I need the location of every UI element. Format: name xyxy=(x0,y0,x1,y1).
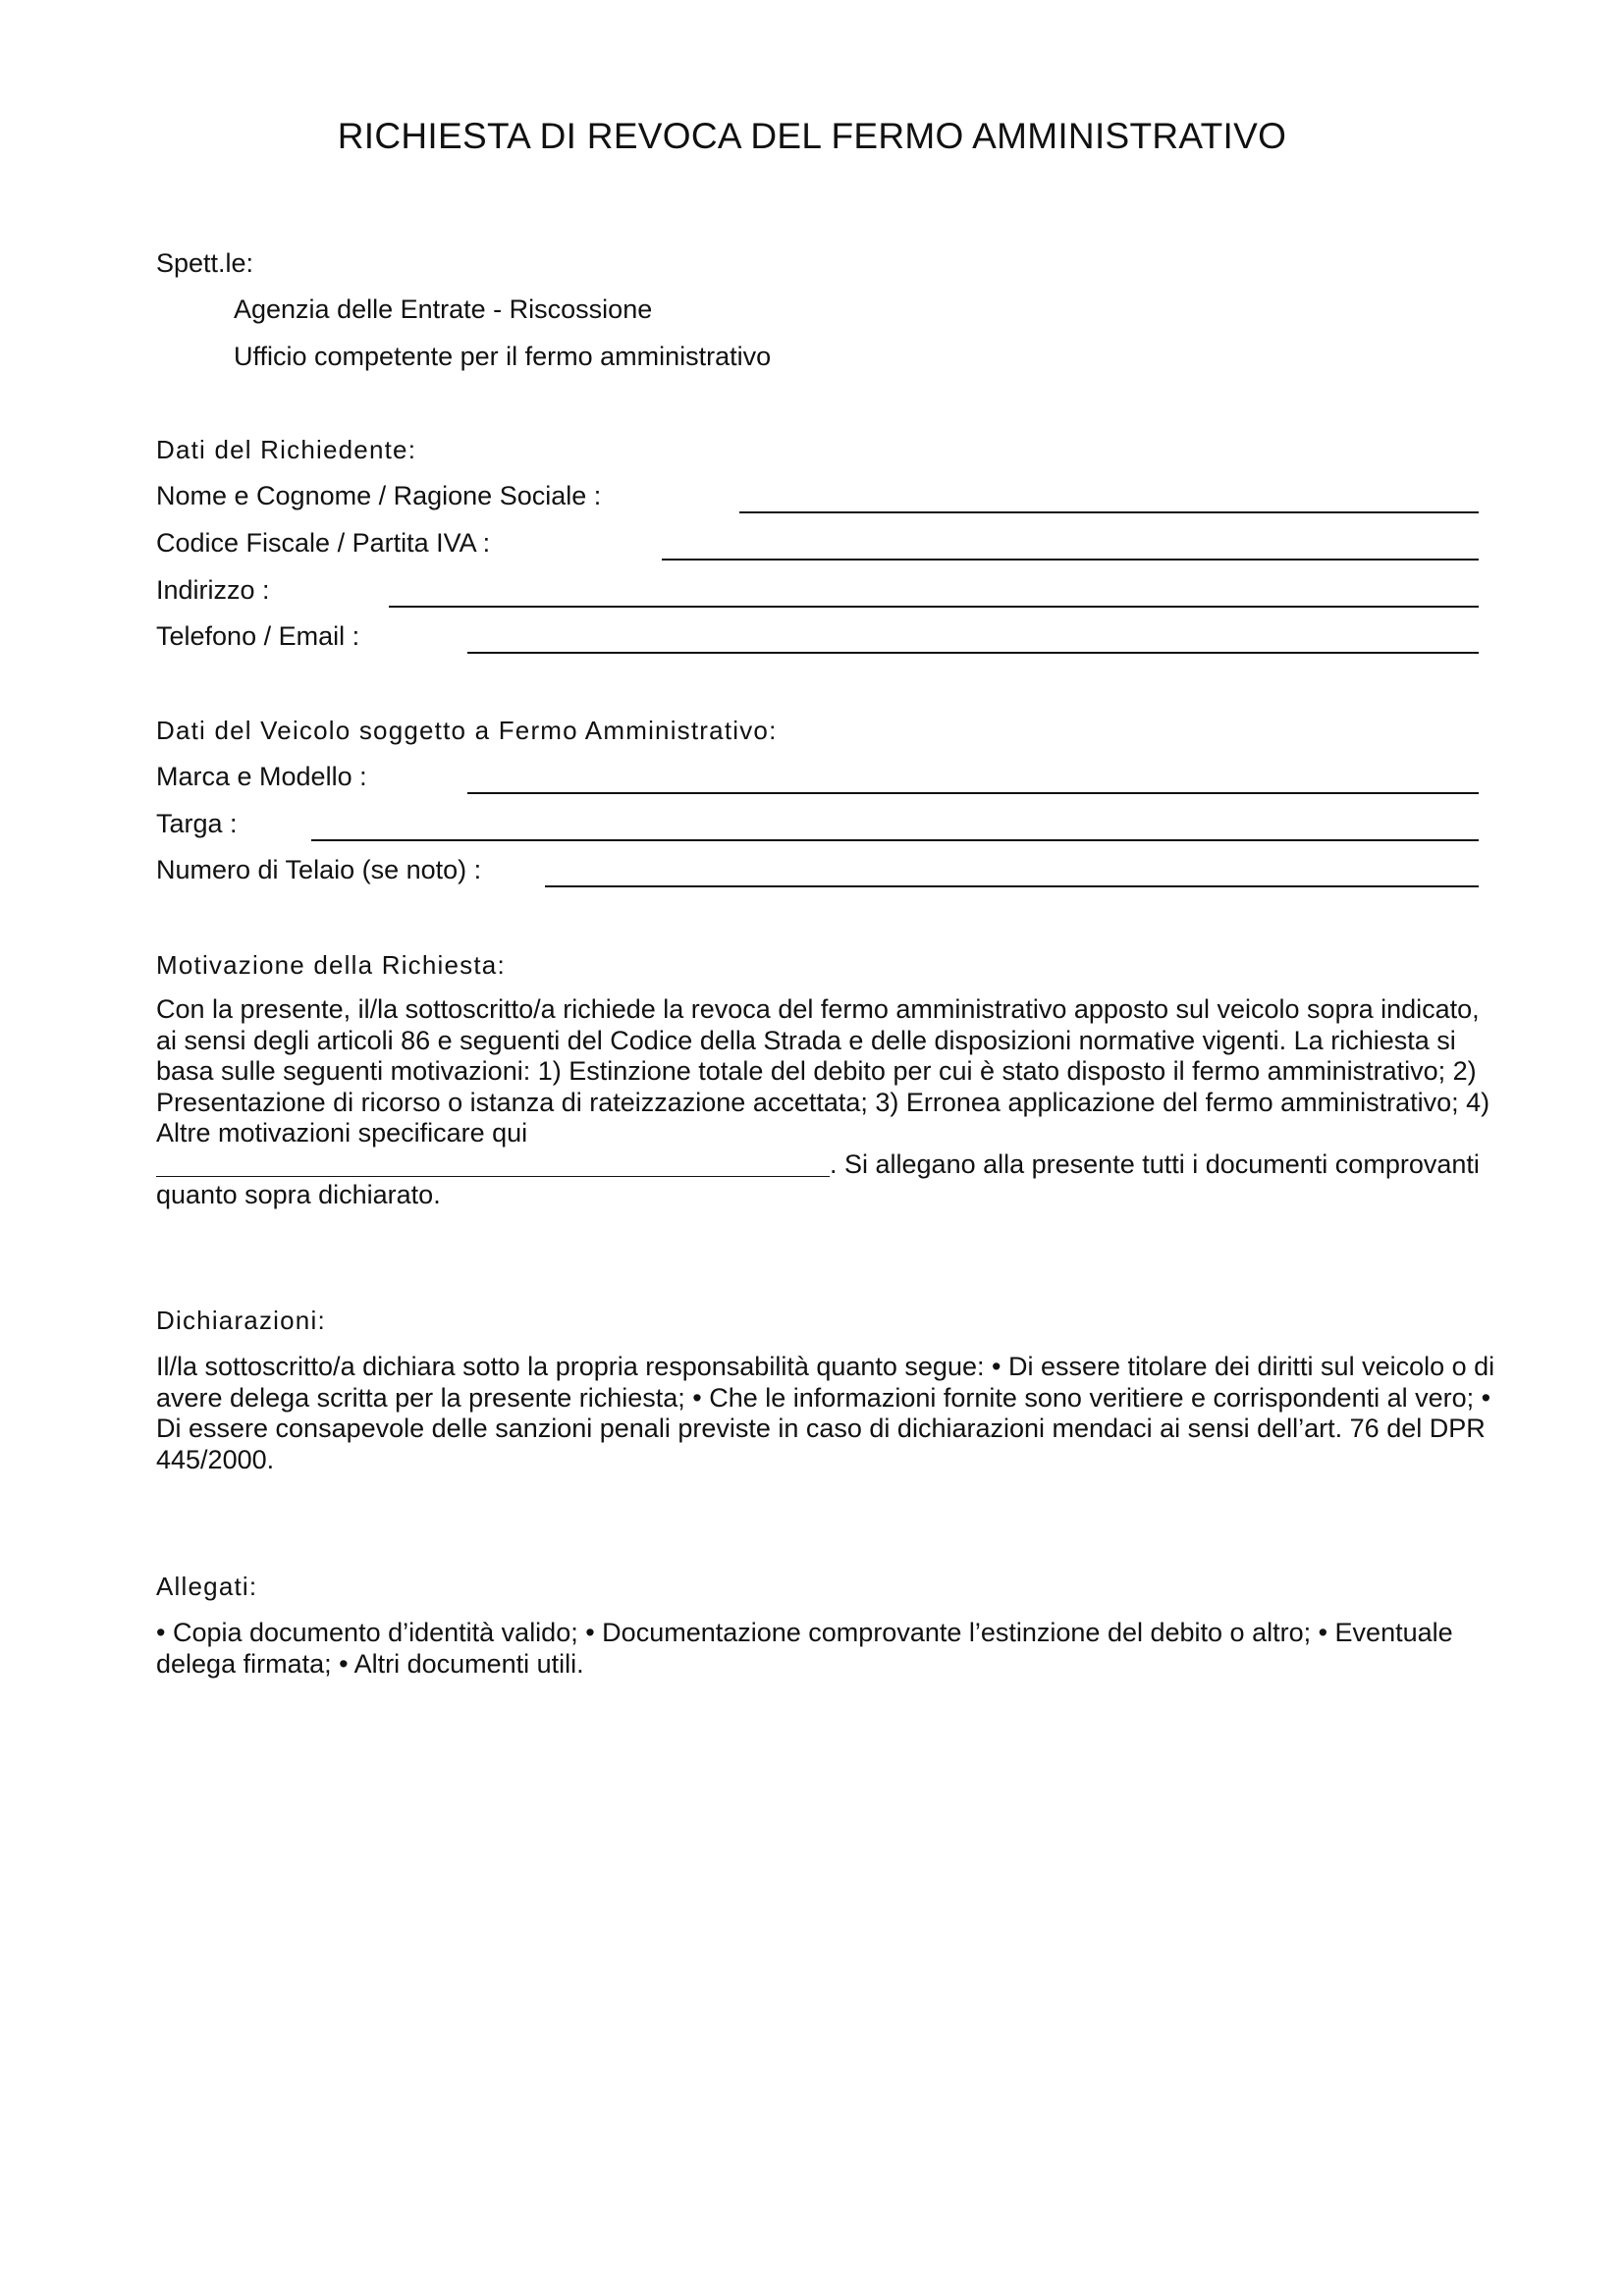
vehicle-plate-label: Targa : xyxy=(156,809,238,838)
recipient-line-2: Ufficio competente per il fermo amministrativo xyxy=(234,342,772,371)
applicant-contact-field[interactable] xyxy=(467,652,1479,654)
vehicle-model-field[interactable] xyxy=(467,792,1479,794)
other-motivation-blank[interactable] xyxy=(156,1150,830,1177)
applicant-heading: Dati del Richiedente: xyxy=(156,435,417,464)
recipient-line-1: Agenzia delle Entrate - Riscossione xyxy=(234,294,653,324)
applicant-name-field[interactable] xyxy=(739,511,1479,513)
motivation-heading: Motivazione della Richiesta: xyxy=(156,950,506,980)
applicant-name-label: Nome e Cognome / Ragione Sociale : xyxy=(156,481,602,510)
motivation-text-after: . Si allegano alla presente tutti i documenti comprovanti quanto sopra dichiarato. xyxy=(156,1148,1480,1209)
vehicle-model-label: Marca e Modello : xyxy=(156,762,367,791)
vehicle-heading: Dati del Veicolo soggetto a Fermo Amministrativo: xyxy=(156,716,778,745)
recipient-label: Spett.le: xyxy=(156,248,254,278)
applicant-address-field[interactable] xyxy=(389,606,1479,608)
applicant-address-label: Indirizzo : xyxy=(156,575,270,605)
attachments-text: • Copia documento d’identità valido; • Documentazione comprovante l’estinzione del debito o altro; • Eventuale delega firmata; • Altri documenti utili. xyxy=(156,1618,1453,1679)
document-title: RICHIESTA DI REVOCA DEL FERMO AMMINISTRATIVO xyxy=(337,116,1287,156)
attachments-heading: Allegati: xyxy=(156,1572,258,1601)
declarations-text: Il/la sottoscritto/a dichiara sotto la propria responsabilità quanto segue: • Di essere titolare dei diritti sul veicolo o di avere delega scritta per la presente richiesta; • Che le informazioni fornite sono veritiere e corrispondenti al vero; • Di essere consapevole delle sanzioni penali previste in caso di dichiarazioni mendaci ai sensi dell’art. 76 del DPR 445/2000. xyxy=(156,1352,1495,1474)
motivation-text xyxy=(156,994,1501,1211)
vehicle-plate-field[interactable] xyxy=(311,839,1479,841)
declarations-heading: Dichiarazioni: xyxy=(156,1306,326,1335)
applicant-taxcode-field[interactable] xyxy=(662,559,1479,561)
vehicle-vin-label: Numero di Telaio (se noto) : xyxy=(156,855,482,884)
motivation-text-before: Con la presente, il/la sottoscritto/a richiede la revoca del fermo amministrativo apposto sul veicolo sopra indicato, ai sensi degli articoli 86 e seguenti del Codice della Strada e delle disposizioni normative vigenti. La richiesta si basa sulle seguenti motivazioni: 1) Estinzione totale del debito per cui è stato disposto il fermo amministrativo; 2) Presentazione di ricorso o istanza di rateizzazione accettata; 3) Erronea applicazione del fermo amministrativo; 4) Altre motivazioni specificare qui xyxy=(156,994,1490,1148)
applicant-taxcode-label: Codice Fiscale / Partita IVA : xyxy=(156,528,491,558)
applicant-contact-label: Telefono / Email : xyxy=(156,621,360,651)
vehicle-vin-field[interactable] xyxy=(545,885,1479,887)
